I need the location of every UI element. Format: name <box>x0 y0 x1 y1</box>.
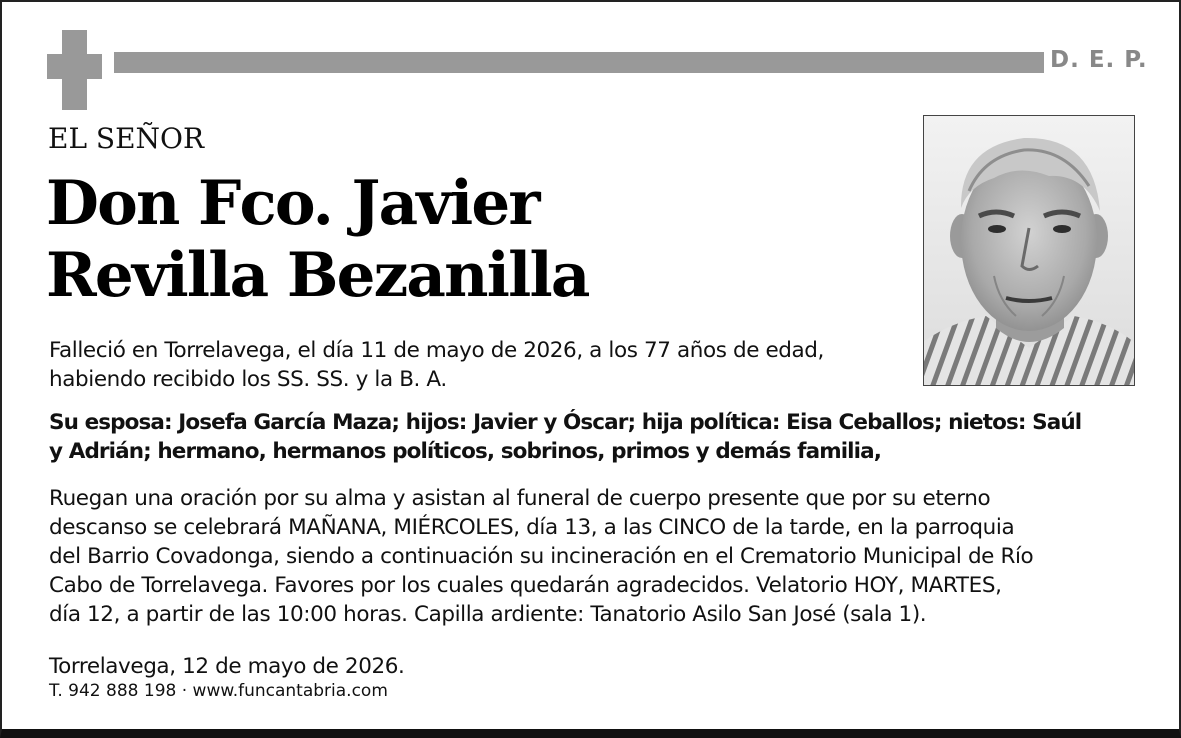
honorific: EL SEÑOR <box>48 122 205 155</box>
funeral-line: Ruegan una oración por su alma y asistan al funeral de cuerpo presente que por su eterno <box>49 486 991 511</box>
funeral-line: Cabo de Torrelavega. Favores por los cuales quedarán agradecidos. Velatorio HOY, MARTES, <box>49 573 1002 598</box>
funeral-line: del Barrio Covadonga, siendo a continuación su incineración en el Crematorio Municipal de Río <box>49 544 1034 569</box>
place-date: Torrelavega, 12 de mayo de 2026. <box>49 654 405 679</box>
deceased-name-line: Revilla Bezanilla <box>46 240 589 311</box>
funeral-details <box>49 484 1149 629</box>
contact-info: T. 942 888 198 · www.funcantabria.com <box>49 681 388 701</box>
header-rule <box>114 52 1044 73</box>
death-line: Falleció en Torrelavega, el día 11 de mayo de 2026, a los 77 años de edad, <box>49 338 824 363</box>
family-line: Su esposa: Josefa García Maza; hijos: Javier y Óscar; hija política: Eisa Ceballos; nietos: Saúl <box>49 410 1082 435</box>
deceased-name <box>46 168 906 312</box>
portrait-photo <box>923 115 1135 386</box>
deceased-name-line: Don Fco. Javier <box>46 168 539 239</box>
family-line: y Adrián; hermano, hermanos políticos, sobrinos, primos y demás familia, <box>49 439 881 464</box>
family-list <box>49 408 1149 466</box>
death-line: habiendo recibido los SS. SS. y la B. A. <box>49 367 447 392</box>
cross-icon <box>47 30 102 110</box>
funeral-line: descanso se celebrará MAÑANA, MIÉRCOLES, día 13, a las CINCO de la tarde, en la parroquia <box>49 515 1015 540</box>
dep-label: D. E. P. <box>1050 47 1148 73</box>
death-announcement <box>49 336 919 394</box>
funeral-line: día 12, a partir de las 10:00 horas. Capilla ardiente: Tanatorio Asilo San José (sala 1). <box>49 602 927 627</box>
portrait-image <box>924 116 1134 385</box>
